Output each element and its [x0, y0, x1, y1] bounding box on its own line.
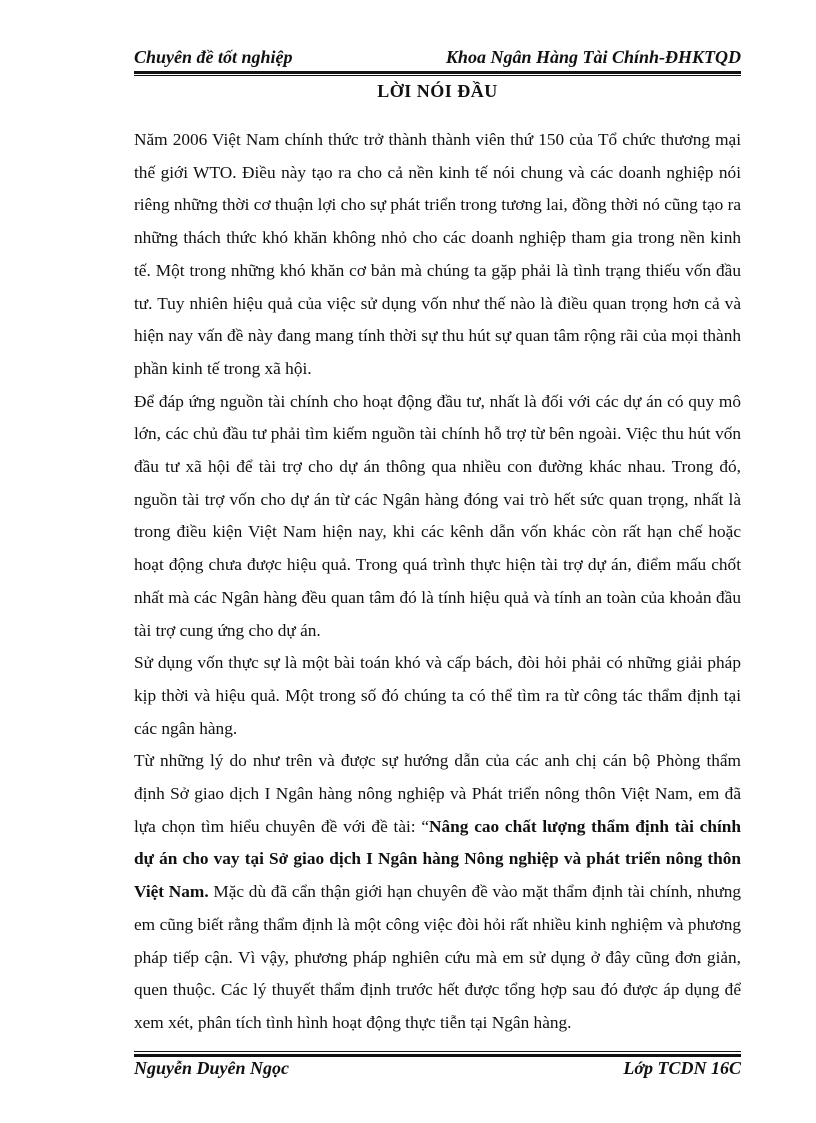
- paragraph-4-topic: Nâng cao chất lượng thẩm định tài chính dự án cho vay tại Sở giao dịch I Ngân hàng Nông nghiệp và phát triển nông thôn Việt Nam.: [134, 816, 741, 902]
- paragraph-2: Để đáp ứng nguồn tài chính cho hoạt động đầu tư, nhất là đối với các dự án có quy mô lớn, các chủ đầu tư phải tìm kiếm nguồn tài chính hỗ trợ từ bên ngoài. Việc thu hút vốn đầu tư xã hội để tài trợ cho dự án thông qua nhiều con đường khác nhau. Trong đó, nguồn tài trợ vốn cho dự án từ các Ngân hàng đóng vai trò hết sức quan trọng, nhất là trong điều kiện Việt Nam hiện nay, khi các kênh dẫn vốn khác còn rất hạn chế hoặc hoạt động chưa được hiệu quả. Trong quá trình thực hiện tài trợ dự án, điểm mấu chốt nhất mà các Ngân hàng đều quan tâm đó là tính hiệu quả và tính an toàn của khoản đầu tài trợ cung ứng cho dự án.: [134, 391, 741, 640]
- header-rule-thick: [134, 71, 741, 74]
- paragraph-4-rest: Mặc dù đã cẩn thận giới hạn chuyên đề vào mặt thẩm định tài chính, nhưng em cũng biết rằng thẩm định là một công việc đòi hỏi rất nhiều kinh nghiệm và phương pháp tiếp cận. Vì vậy, phương pháp nghiên cứu mà em sử dụng ở đây cũng đơn giản, quen thuộc. Các lý thuyết thẩm định trước hết được tổng hợp sau đó được áp dụng để xem xét, phân tích tình hình hoạt động thực tiễn tại Ngân hàng.: [134, 882, 741, 1032]
- footer-rule-thin: [134, 1051, 741, 1052]
- paragraph-3: Sử dụng vốn thực sự là một bài toán khó và cấp bách, đòi hỏi phải có những giải pháp kịp thời và hiệu quả. Một trong số đó chúng ta có thể tìm ra từ công tác thẩm định tại các ngân hàng.: [134, 653, 741, 738]
- page-header: [134, 46, 741, 70]
- footer-class: Lớp TCDN 16C: [623, 1058, 741, 1078]
- footer-author: Nguyễn Duyên Ngọc: [134, 1058, 289, 1078]
- paragraph-4-intro: Từ những lý do như trên và được sự hướng dẫn của các anh chị cán bộ Phòng thẩm định Sở giao dịch I Ngân hàng nông nghiệp và Phát triển nông thôn Việt Nam, em đã lựa chọn tìm hiểu chuyên đề với đề tài: “: [134, 751, 741, 836]
- paragraph-1: Năm 2006 Việt Nam chính thức trở thành thành viên thứ 150 của Tổ chức thương mại thế giới WTO. Điều này tạo ra cho cả nền kinh tế nói chung và các doanh nghiệp nói riêng những thời cơ thuận lợi cho sự phát triển trong tương lai, đồng thời nó cũng tạo ra những thách thức khó khăn không nhỏ cho các doanh nghiệp tham gia trong nền kinh tế. Một trong những khó khăn cơ bản mà chúng ta gặp phải là tình trạng thiếu vốn đầu tư. Tuy nhiên hiệu quả của việc sử dụng vốn như thế nào là điều quan trọng hơn cả và hiện nay vấn đề này đang mang tính thời sự thu hút sự quan tâm rộng rãi của mọi thành phần kinh tế trong xã hội.: [134, 130, 742, 378]
- page-title: LỜI NÓI ĐẦU: [377, 81, 498, 101]
- header-rule-thin: [134, 75, 741, 76]
- paragraph-4: [134, 745, 741, 1039]
- header-left-text: Chuyên đề tốt nghiệp: [134, 47, 293, 67]
- page-footer: [134, 1057, 741, 1081]
- header-right-text: Khoa Ngân Hàng Tài Chính-ĐHKTQD: [445, 47, 741, 67]
- body-text: [134, 124, 741, 1040]
